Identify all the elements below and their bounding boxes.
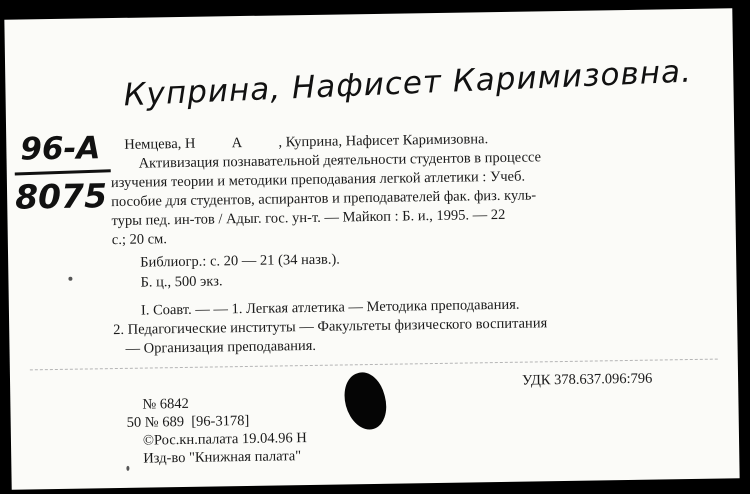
entry-extent-line: с.; 20 см. — [111, 231, 168, 249]
udc-classification: УДК 378.637.096:796 — [521, 370, 653, 389]
entry-title-line-3: пособие для студентов, аспирантов и преподавателей фак. физ. куль- — [111, 187, 537, 211]
registration-number: 50 № 689 [96-3178] — [126, 412, 250, 431]
handwritten-author-title: Куприна, Нафисет Каримизовна. — [122, 53, 693, 114]
entry-title-line-4: туры пед. ин-тов / Адыг. гос. ун-т. — Майкоп : Б. и., 1995. — 22 — [111, 206, 506, 230]
handwritten-shelf-mark-bottom: 8075 — [14, 176, 108, 217]
bibliography-note: Библиогр.: с. 20 — 21 (34 назв.). — [140, 251, 340, 271]
subject-heading-line-3: — Организация преподавания. — [125, 337, 317, 357]
subject-heading-line-1: I. Соавт. — — 1. Легкая атлетика — Методика преподавания. — [140, 296, 520, 319]
subject-heading-line-2: 2. Педагогические институты — Факультеты физического воспитания — [113, 315, 548, 339]
entry-title-line-1: Активизация познавательной деятельности студентов в процессе — [138, 149, 542, 172]
scan-speck — [126, 466, 129, 471]
card-number: № 6842 — [142, 395, 190, 413]
handwritten-shelf-mark-top: 96-А — [20, 130, 101, 168]
entry-title-line-2: изучения теории и методики преподавания легкой атлетики : Учеб. — [110, 168, 526, 192]
scan-speck — [68, 277, 72, 281]
entry-heading-line: Немцева, Н А , Куприна, Нафисет Каримизовна. — [124, 131, 489, 153]
shelf-mark-divider — [15, 169, 111, 175]
price-note: Б. ц., 500 экз. — [140, 273, 223, 291]
publisher-line: Изд-во "Книжная палата" — [143, 448, 302, 467]
ink-blot — [339, 368, 393, 434]
book-chamber-stamp: ©Рос.кн.палата 19.04.96 Н — [142, 430, 307, 449]
catalog-card — [4, 8, 739, 489]
